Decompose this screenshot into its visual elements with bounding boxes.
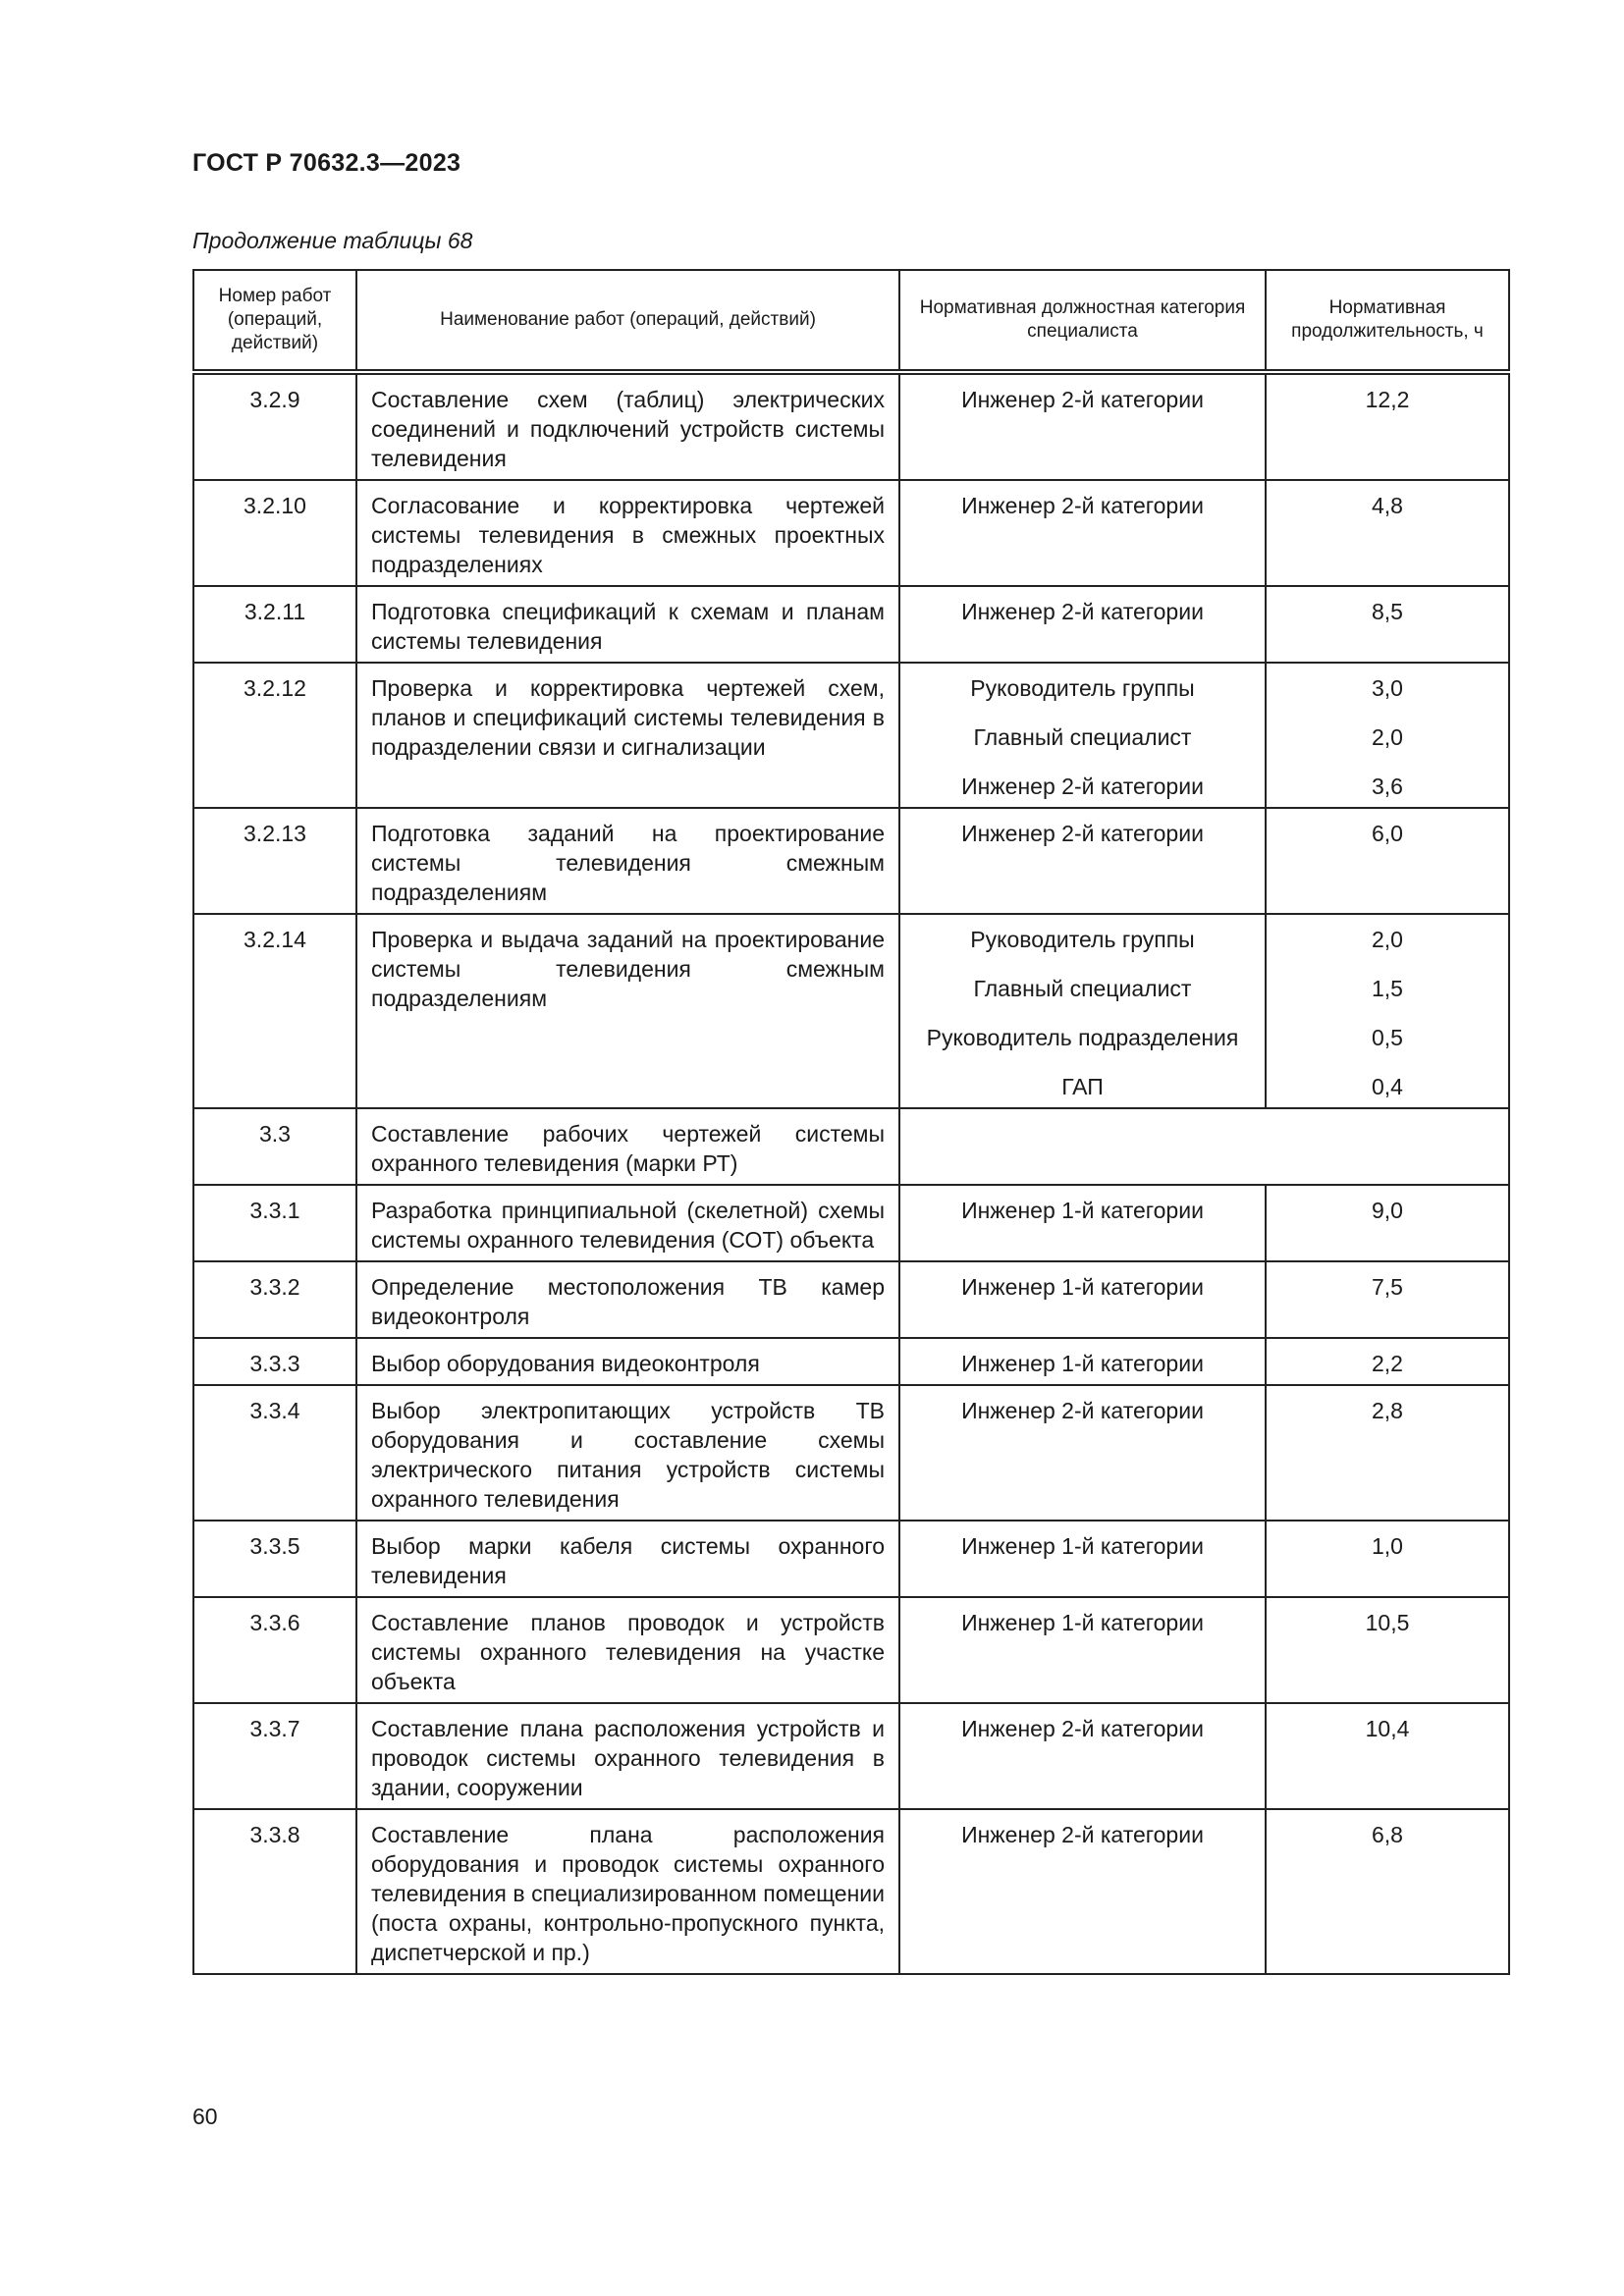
cell-specialist-category (899, 1261, 1266, 1338)
duration-line: 12,2 (1365, 387, 1410, 412)
header-category: Нормативная должностная категория специалиста (899, 270, 1266, 372)
duration-line: 2,2 (1372, 1351, 1403, 1376)
category-line: Инженер 1-й категории (961, 1351, 1204, 1376)
cell-work-name: Составление схем (таблиц) электрических соединений и подключений устройств системы телевидения (356, 372, 899, 480)
cell-duration (1266, 586, 1509, 663)
table-row (193, 808, 1509, 914)
cell-work-name: Составление плана расположения устройств и проводок системы охранного телевидения в здании, сооружении (356, 1703, 899, 1809)
table-row (193, 1809, 1509, 1974)
cell-specialist-category (899, 1597, 1266, 1703)
cell-work-name: Проверка и корректировка чертежей схем, планов и спецификаций системы телевидения в подразделении связи и сигнализации (356, 663, 899, 808)
cell-work-number: 3.3.5 (193, 1521, 356, 1597)
cell-work-name: Составление планов проводок и устройств системы охранного телевидения на участке объекта (356, 1597, 899, 1703)
cell-specialist-category (899, 808, 1266, 914)
category-line: Инженер 1-й категории (961, 1274, 1204, 1300)
cell-work-number: 3.2.9 (193, 372, 356, 480)
category-line: Инженер 1-й категории (961, 1533, 1204, 1559)
duration-line: 2,8 (1372, 1398, 1403, 1423)
category-line: Инженер 2-й категории (961, 387, 1204, 412)
duration-line: 0,4 (1372, 1074, 1403, 1099)
cell-work-number: 3.2.14 (193, 914, 356, 1108)
cell-work-number: 3.3.8 (193, 1809, 356, 1974)
cell-work-name: Выбор электропитающих устройств ТВ оборудования и составление схемы электрического питания устройств системы охранного телевидения (356, 1385, 899, 1521)
table-row (193, 1703, 1509, 1809)
category-line: Главный специалист (973, 724, 1192, 750)
table-row (193, 663, 1509, 808)
cell-work-name: Определение местоположения ТВ камер видеоконтроля (356, 1261, 899, 1338)
cell-work-number: 3.3.7 (193, 1703, 356, 1809)
cell-duration (1266, 1261, 1509, 1338)
duration-line: 1,5 (1372, 976, 1403, 1001)
cell-specialist-category (899, 372, 1266, 480)
cell-work-name: Выбор марки кабеля системы охранного телевидения (356, 1521, 899, 1597)
cell-work-number: 3.3.2 (193, 1261, 356, 1338)
category-line: Инженер 2-й категории (961, 1822, 1204, 1847)
cell-work-name: Составление рабочих чертежей системы охранного телевидения (марки РТ) (356, 1108, 899, 1185)
cell-specialist-category (899, 1703, 1266, 1809)
duration-line: 2,0 (1372, 927, 1403, 952)
duration-line: 4,8 (1372, 493, 1403, 518)
cell-work-number: 3.2.11 (193, 586, 356, 663)
cell-specialist-category (899, 914, 1266, 1108)
cell-duration (1266, 914, 1509, 1108)
category-line: Инженер 2-й категории (961, 599, 1204, 624)
duration-line: 8,5 (1372, 599, 1403, 624)
norms-table (192, 269, 1510, 1975)
page-number: 60 (192, 2104, 218, 2129)
cell-work-number: 3.3.6 (193, 1597, 356, 1703)
cell-specialist-category (899, 663, 1266, 808)
cell-specialist-category (899, 586, 1266, 663)
duration-line: 7,5 (1372, 1274, 1403, 1300)
duration-line: 2,0 (1372, 724, 1403, 750)
cell-work-name: Подготовка спецификаций к схемам и планам системы телевидения (356, 586, 899, 663)
table-row (193, 586, 1509, 663)
category-line: Руководитель подразделения (926, 1025, 1239, 1050)
cell-duration (1266, 1597, 1509, 1703)
category-line: Инженер 1-й категории (961, 1610, 1204, 1635)
table-row (193, 914, 1509, 1108)
category-line: Руководитель группы (970, 927, 1195, 952)
cell-duration (1266, 372, 1509, 480)
cell-work-number: 3.3.4 (193, 1385, 356, 1521)
category-line: Инженер 2-й категории (961, 1398, 1204, 1423)
category-line: Инженер 2-й категории (961, 493, 1204, 518)
cell-duration (1266, 480, 1509, 586)
table-row (193, 372, 1509, 480)
cell-empty-merged (899, 1108, 1509, 1185)
cell-duration (1266, 1809, 1509, 1974)
cell-duration (1266, 1185, 1509, 1261)
duration-line: 3,6 (1372, 774, 1403, 799)
header-number: Номер работ (операций, действий) (193, 270, 356, 372)
cell-specialist-category (899, 1338, 1266, 1385)
category-line: Руководитель группы (970, 675, 1195, 701)
cell-duration (1266, 1385, 1509, 1521)
cell-duration (1266, 1338, 1509, 1385)
duration-line: 6,8 (1372, 1822, 1403, 1847)
duration-line: 0,5 (1372, 1025, 1403, 1050)
cell-specialist-category (899, 1809, 1266, 1974)
category-line: Инженер 2-й категории (961, 1716, 1204, 1741)
table-row (193, 1185, 1509, 1261)
table-row (193, 1108, 1509, 1185)
header-duration: Нормативная продолжительность, ч (1266, 270, 1509, 372)
cell-duration (1266, 808, 1509, 914)
table-body (193, 372, 1509, 1974)
table-row (193, 1597, 1509, 1703)
duration-line: 1,0 (1372, 1533, 1403, 1559)
duration-line: 3,0 (1372, 675, 1403, 701)
cell-work-number: 3.2.13 (193, 808, 356, 914)
cell-work-number: 3.3.3 (193, 1338, 356, 1385)
header-name: Наименование работ (операций, действий) (356, 270, 899, 372)
cell-work-number: 3.2.10 (193, 480, 356, 586)
cell-specialist-category (899, 1521, 1266, 1597)
duration-line: 10,5 (1365, 1610, 1410, 1635)
table-caption: Продолжение таблицы 68 (192, 228, 473, 253)
table-row (193, 1521, 1509, 1597)
table-header-row (193, 270, 1509, 372)
cell-work-name: Разработка принципиальной (скелетной) схемы системы охранного телевидения (СОТ) объекта (356, 1185, 899, 1261)
table-row (193, 480, 1509, 586)
duration-line: 10,4 (1365, 1716, 1410, 1741)
table-row (193, 1338, 1509, 1385)
cell-work-number: 3.3 (193, 1108, 356, 1185)
cell-work-number: 3.2.12 (193, 663, 356, 808)
category-line: Инженер 1-й категории (961, 1198, 1204, 1223)
cell-duration (1266, 663, 1509, 808)
duration-line: 9,0 (1372, 1198, 1403, 1223)
cell-work-name: Составление плана расположения оборудования и проводок системы охранного телевидения в специализированном помещении (поста охраны, контрольно-пропускного пункта, диспетчерской и пр.) (356, 1809, 899, 1974)
cell-work-name: Проверка и выдача заданий на проектирование системы телевидения смежным подразделениям (356, 914, 899, 1108)
duration-line: 6,0 (1372, 821, 1403, 846)
cell-specialist-category (899, 1185, 1266, 1261)
table-row (193, 1261, 1509, 1338)
cell-work-name: Выбор оборудования видеоконтроля (356, 1338, 899, 1385)
cell-duration (1266, 1703, 1509, 1809)
cell-work-name: Согласование и корректировка чертежей системы телевидения в смежных проектных подразделениях (356, 480, 899, 586)
cell-work-number: 3.3.1 (193, 1185, 356, 1261)
category-line: Главный специалист (973, 976, 1192, 1001)
cell-work-name: Подготовка заданий на проектирование системы телевидения смежным подразделениям (356, 808, 899, 914)
cell-duration (1266, 1521, 1509, 1597)
category-line: ГАП (1061, 1074, 1104, 1099)
cell-specialist-category (899, 1385, 1266, 1521)
category-line: Инженер 2-й категории (961, 774, 1204, 799)
document-standard-title: ГОСТ Р 70632.3—2023 (192, 149, 461, 177)
cell-specialist-category (899, 480, 1266, 586)
category-line: Инженер 2-й категории (961, 821, 1204, 846)
table-row (193, 1385, 1509, 1521)
